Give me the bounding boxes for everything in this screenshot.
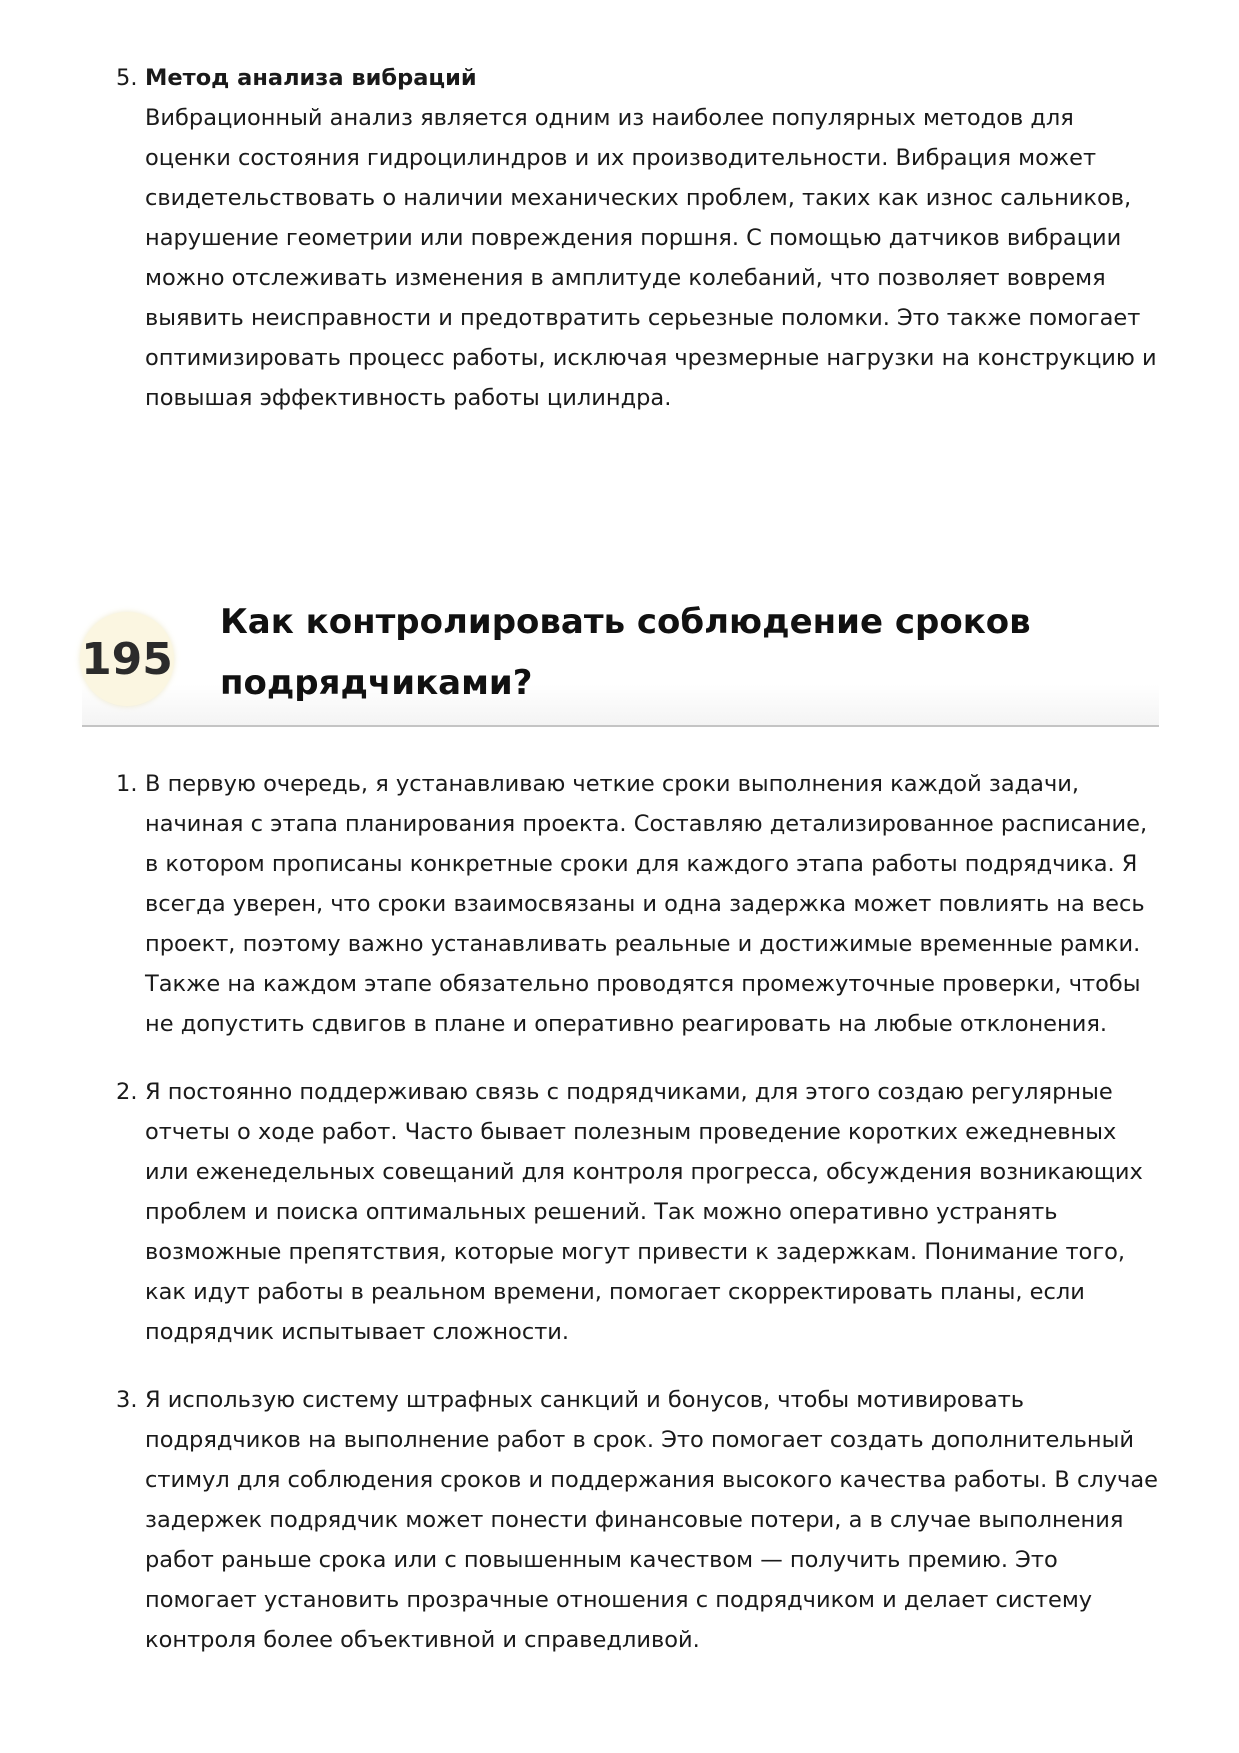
list-item-text: В первую очередь, я устанавливаю четкие сроки выполнения каждой задачи, начиная с этапа планирования проекта. Составляю детализированное расписание, в котором прописаны конкретные сроки для каждого этапа работы подрядчика. Я всегда уверен, что сроки взаимосвязаны и одна задержка может повлиять на весь проект, поэтому важно устанавливать реальные и достижимые временные рамки. Также на каждом этапе обязательно проводятся промежуточные проверки, чтобы не допустить сдвигов в плане и оперативно реагировать на любые отклонения. [145, 771, 1148, 1037]
list-item-number: 1. [116, 771, 138, 797]
question-title: Как контролировать соблюдение сроков подрядчиками? [220, 602, 1031, 703]
list-item [116, 58, 1158, 418]
list-item [116, 1380, 1158, 1660]
list-item-number: 2. [116, 1079, 138, 1105]
list-item-text: Вибрационный анализ является одним из наиболее популярных методов для оценки состояния гидроцилиндров и их производительности. Вибрация может свидетельствовать о наличии механических проблем, таких как износ сальников, нарушение геометрии или повреждения поршня. С помощью датчиков вибрации можно отслеживать изменения в амплитуде колебаний, что позволяет вовремя выявить неисправности и предотвратить серьезные поломки. Это также помогает оптимизировать процесс работы, исключая чрезмерные нагрузки на конструкцию и повышая эффективность работы цилиндра. [145, 105, 1157, 411]
list-item-text: Я использую систему штрафных санкций и бонусов, чтобы мотивировать подрядчиков на выполнение работ в срок. Это помогает создать дополнительный стимул для соблюдения сроков и поддержания высокого качества работы. В случае задержек подрядчик может понести финансовые потери, а в случае выполнения работ раньше срока или с повышенным качеством — получить премию. Это помогает установить прозрачные отношения с подрядчиком и делает систему контроля более объективной и справедливой. [145, 1387, 1158, 1653]
answer-list-previous [116, 58, 1158, 418]
answer-list [116, 764, 1158, 1660]
list-item [116, 764, 1158, 1044]
question-number-badge: 195 [80, 612, 174, 706]
question-header [82, 590, 1159, 727]
list-item-number: 5. [116, 65, 138, 91]
list-item [116, 1072, 1158, 1352]
list-item-title: Метод анализа вибраций [145, 65, 477, 91]
list-item-number: 3. [116, 1387, 138, 1413]
list-item-text: Я постоянно поддерживаю связь с подрядчиками, для этого создаю регулярные отчеты о ходе работ. Часто бывает полезным проведение коротких ежедневных или еженедельных совещаний для контроля прогресса, обсуждения возникающих проблем и поиска оптимальных решений. Так можно оперативно устранять возможные препятствия, которые могут привести к задержкам. Понимание того, как идут работы в реальном времени, помогает скорректировать планы, если подрядчик испытывает сложности. [145, 1079, 1143, 1345]
